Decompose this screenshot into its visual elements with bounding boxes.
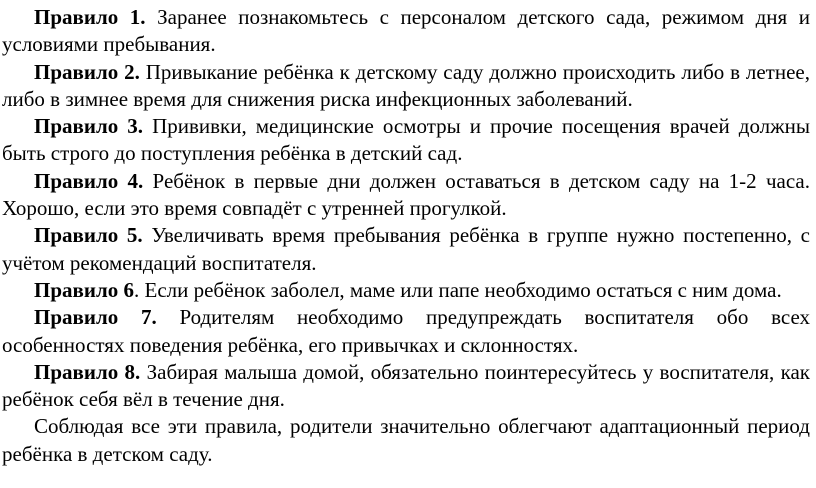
rule-2-label: Правило 2. [34,59,140,84]
rule-4-text: Ребёнок в первые дни должен оставаться в детском саду на 1-2 часа. Хорошо, если это время совпадёт с утренней прогулкой. [2,168,810,221]
rule-2-text: Привыкание ребёнка к детскому саду должно происходить либо в летнее, либо в зимнее время для снижения риска инфекционных заболеваний. [2,59,810,111]
rule-8-text: Забирая малыша домой, обязательно поинтересуйтесь у воспитателя, как ребёнок себя вёл в течение дня. [2,359,810,412]
rule-7-label: Правило 7. [34,305,157,330]
rule-1-text: Заранее познакомьтесь с персоналом детского сада, режимом дня и условиями пребывания. [2,5,810,57]
rule-5-label: Правило 5. [34,223,143,248]
rule-8-label: Правило 8. [34,359,141,384]
rule-8-paragraph [2,359,810,414]
rule-3-label: Правило 3. [34,114,144,139]
rule-4-paragraph [2,168,810,223]
rule-6-text: . Если ребёнок заболел, маме или папе необходимо остаться с ним дома. [134,277,782,302]
rule-5-text: Увеличивать время пребывания ребёнка в группе нужно постепенно, с учётом рекомендаций воспитателя. [2,223,810,275]
rule-5-paragraph [2,222,810,277]
rule-6-label: Правило 6 [34,277,134,302]
rule-4-label: Правило 4. [34,168,144,193]
conclusion-paragraph: Соблюдая все эти правила, родители значительно облегчают адаптационный период ребёнка в детском саду. [2,414,810,466]
rule-3-paragraph [2,113,810,168]
rule-7-paragraph [2,304,810,359]
rule-2-paragraph [2,59,810,114]
rule-3-text: Прививки, медицинские осмотры и прочие посещения врачей должны быть строго до поступления ребёнка в детский сад. [2,114,810,166]
rule-1-paragraph [2,4,810,59]
rule-1-label: Правило 1. [34,5,146,29]
rule-6-paragraph [2,277,810,304]
rule-7-text: Родителям необходимо предупреждать воспитателя обо всех особенностях поведения ребёнка, его привычках и склонностях. [2,305,810,357]
